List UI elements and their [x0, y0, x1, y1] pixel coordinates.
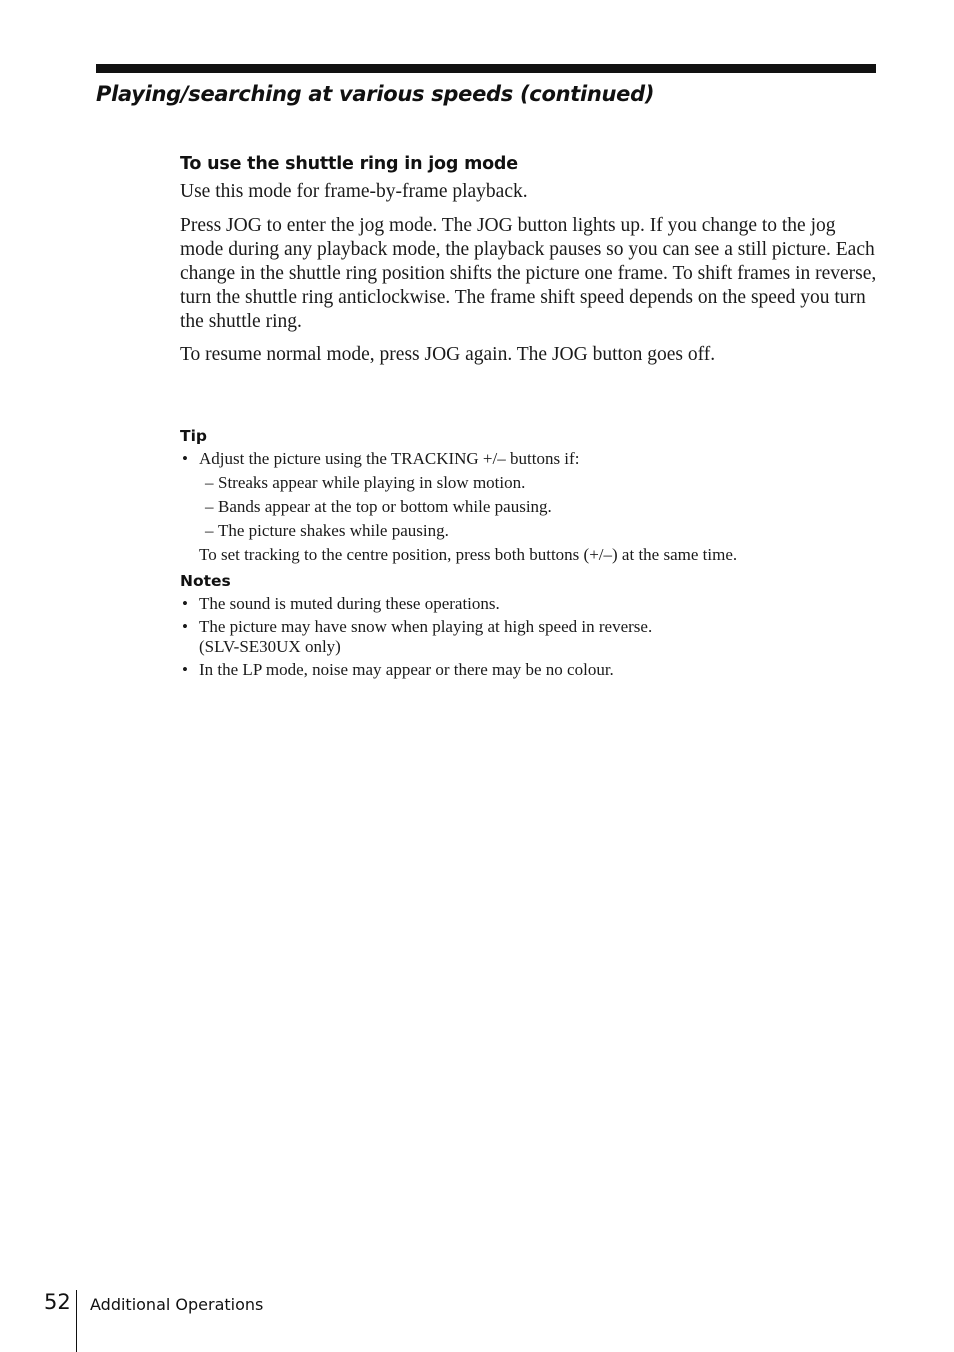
bullet-dot: •: [182, 449, 188, 468]
tip-followup: To set tracking to the centre position, press both buttons (+/–) at the same time.: [199, 545, 738, 564]
tip-sub-item: [180, 496, 880, 518]
note-item: [180, 659, 880, 681]
tip-sub-item-text: The picture shakes while pausing.: [218, 521, 449, 540]
subheading: To use the shuttle ring in jog mode: [180, 154, 518, 174]
dash-mark: –: [205, 473, 214, 492]
bullet-dot: •: [182, 660, 188, 679]
main-content: [180, 154, 880, 683]
tip-block: [180, 448, 880, 566]
tip-sub-item-text: Streaks appear while playing in slow motion.: [218, 473, 526, 492]
paragraph-resume: To resume normal mode, press JOG again. The JOG button goes off.: [180, 344, 716, 365]
note-item: [180, 593, 880, 615]
note-text: The picture may have snow when playing at high speed in reverse.: [199, 617, 653, 636]
note-text: The sound is muted during these operations.: [199, 594, 500, 613]
notes-block: [180, 593, 880, 681]
dash-mark: –: [205, 497, 214, 516]
paragraph-intro: Use this mode for frame-by-frame playback.: [180, 181, 528, 202]
note-text-continued: (SLV-SE30UX only): [199, 637, 341, 656]
section-title: Playing/searching at various speeds (continued): [96, 82, 655, 106]
tip-sub-item: [180, 520, 880, 542]
tip-bullet-text: Adjust the picture using the TRACKING +/– buttons if:: [199, 449, 580, 468]
page-number: 52: [44, 1290, 71, 1314]
bullet-dot: •: [182, 617, 188, 636]
dash-mark: –: [205, 521, 214, 540]
tip-label: Tip: [180, 427, 207, 445]
bullet-dot: •: [182, 594, 188, 613]
note-item: [180, 617, 880, 657]
tip-sub-item: [180, 472, 880, 494]
tip-sub-item-text: Bands appear at the top or bottom while pausing.: [218, 497, 552, 516]
footer-section-name: Additional Operations: [90, 1295, 264, 1314]
footer-divider: [76, 1290, 77, 1352]
paragraph-jog-instructions: Press JOG to enter the jog mode. The JOG button lights up. If you change to the jog mode during any playback mode, the playback pauses so you can see a still picture. Each change in the shuttle ring position shifts the picture one frame. To shift frames in reverse, turn the shuttle ring anticlockwise. The frame shift speed depends on the speed you turn the shuttle ring.: [180, 215, 877, 332]
tip-bullet: [180, 448, 880, 470]
note-text: In the LP mode, noise may appear or there may be no colour.: [199, 660, 614, 679]
top-rule: [96, 64, 876, 73]
notes-label: Notes: [180, 572, 231, 590]
